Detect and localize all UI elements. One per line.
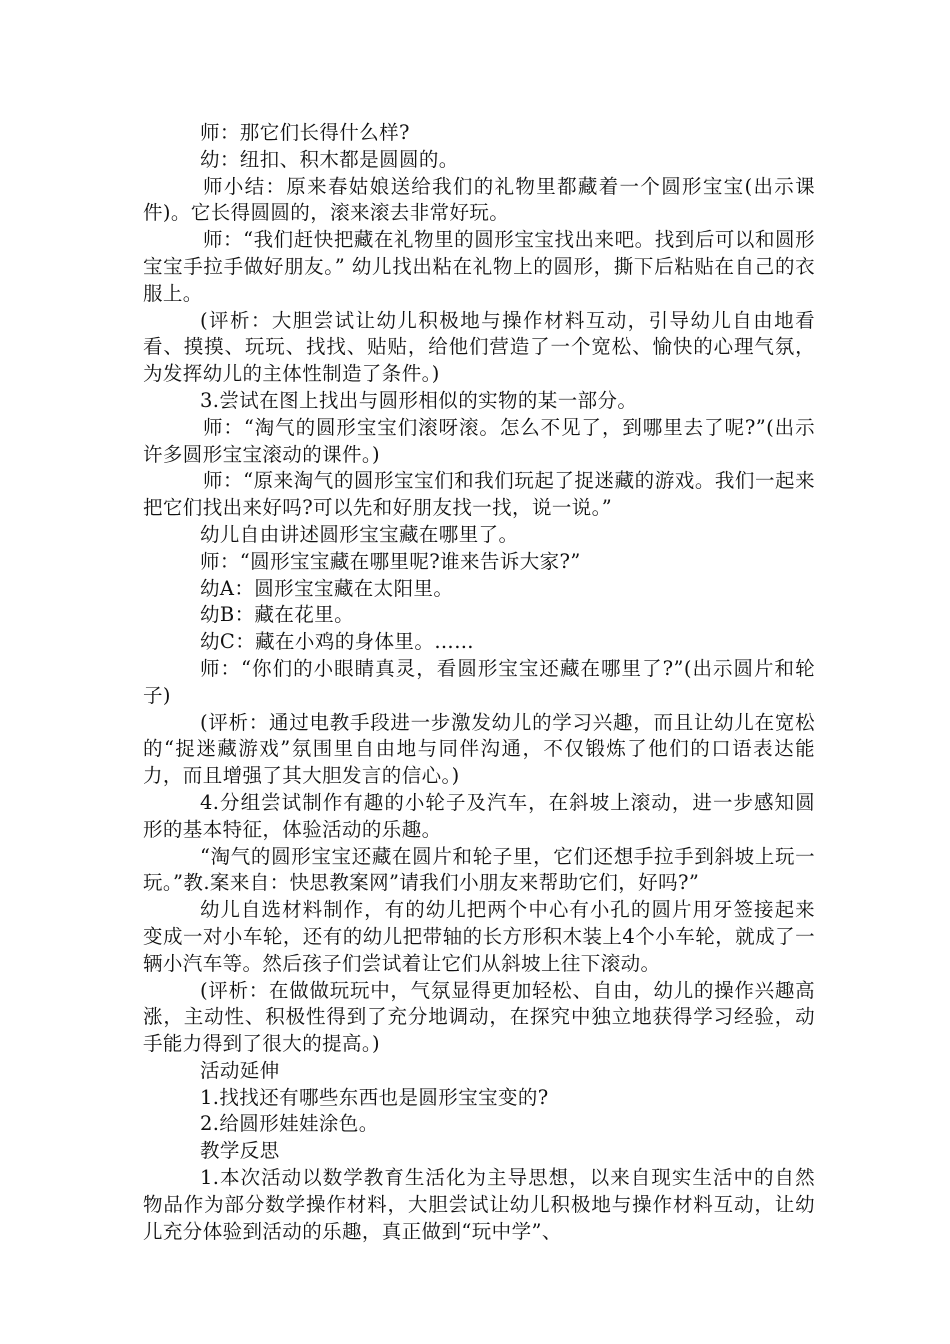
- paragraph: 幼C：藏在小鸡的身体里。……: [200, 630, 475, 654]
- paragraph: (评析：通过电教手段进一步激发幼儿的学习兴趣，而且让幼儿在宽松的“捉迷藏游戏”氛围里自由地与同伴沟通，不仅锻炼了他们的口语表达能力，而且增强了其大胆发言的信心。): [143, 710, 815, 788]
- paragraph: 师小结：原来春姑娘送给我们的礼物里都藏着一个圆形宝宝(出示课件)。它长得圆圆的，滚来滚去非常好玩。: [143, 174, 815, 225]
- paragraph: “淘气的圆形宝宝还藏在圆片和轮子里，它们还想手拉手到斜坡上玩一玩。”教.案来自：快思教案网”请我们小朋友来帮助它们，好吗?”: [143, 844, 815, 895]
- paragraph: 师：“我们赶快把藏在礼物里的圆形宝宝找出来吧。找到后可以和圆形宝宝手拉手做好朋友。” 幼儿找出粘在礼物上的圆形，撕下后粘贴在自己的衣服上。: [143, 228, 815, 305]
- paragraph: 师：“你们的小眼睛真灵，看圆形宝宝还藏在哪里了?”(出示圆片和轮子): [143, 656, 815, 707]
- paragraph: (评析：大胆尝试让幼儿积极地与操作材料互动，引导幼儿自由地看看、摸摸、玩玩、找找、贴贴，给他们营造了一个宽松、愉快的心理气氛，为发挥幼儿的主体性制造了条件。): [143, 308, 815, 386]
- section-heading: 教学反思: [200, 1139, 280, 1163]
- paragraph: 1.本次活动以数学教育生活化为主导思想，以来自现实生活中的自然物品作为部分数学操作材料，大胆尝试让幼儿积极地与操作材料互动，让幼儿充分体验到活动的乐趣，真正做到“玩中学”、: [143, 1166, 815, 1243]
- paragraph: 师：那它们长得什么样?: [200, 121, 410, 144]
- paragraph: 幼儿自由讲述圆形宝宝藏在哪里了。: [200, 522, 519, 546]
- paragraph: (评析：在做做玩玩中，气氛显得更加轻松、自由，幼儿的操作兴趣高涨，主动性、积极性得到了充分地调动，在探究中独立地获得学习经验，动手能力得到了很大的提高。): [143, 978, 815, 1056]
- document-page: [143, 120, 815, 1245]
- paragraph: 1.找找还有哪些东西也是圆形宝宝变的?: [200, 1085, 549, 1109]
- paragraph: 师：“淘气的圆形宝宝们滚呀滚。怎么不见了，到哪里去了呢?”(出示许多圆形宝宝滚动的课件。): [143, 415, 815, 466]
- paragraph: 4.分组尝试制作有趣的小轮子及汽车，在斜坡上滚动，进一步感知圆形的基本特征，体验活动的乐趣。: [143, 790, 815, 841]
- paragraph: 幼儿自选材料制作，有的幼儿把两个中心有小孔的圆片用牙签接起来变成一对小车轮，还有的幼儿把带轴的长方形积木装上4个小车轮，就成了一辆小汽车等。然后孩子们尝试着让它们从斜坡上往下滚动。: [143, 898, 815, 975]
- section-heading: 活动延伸: [200, 1058, 280, 1082]
- paragraph: 3.尝试在图上找出与圆形相似的实物的某一部分。: [200, 388, 638, 412]
- paragraph: 幼B：藏在花里。: [200, 603, 355, 627]
- paragraph: 2.给圆形娃娃涂色。: [200, 1112, 379, 1136]
- paragraph: 幼：纽扣、积木都是圆圆的。: [200, 147, 459, 171]
- paragraph: 师：“原来淘气的圆形宝宝们和我们玩起了捉迷藏的游戏。我们一起来把它们找出来好吗?可以先和好朋友找一找，说一说。”: [143, 469, 815, 520]
- paragraph: 师：“圆形宝宝藏在哪里呢?谁来告诉大家?”: [200, 549, 581, 573]
- paragraph: 幼A：圆形宝宝藏在太阳里。: [200, 576, 454, 600]
